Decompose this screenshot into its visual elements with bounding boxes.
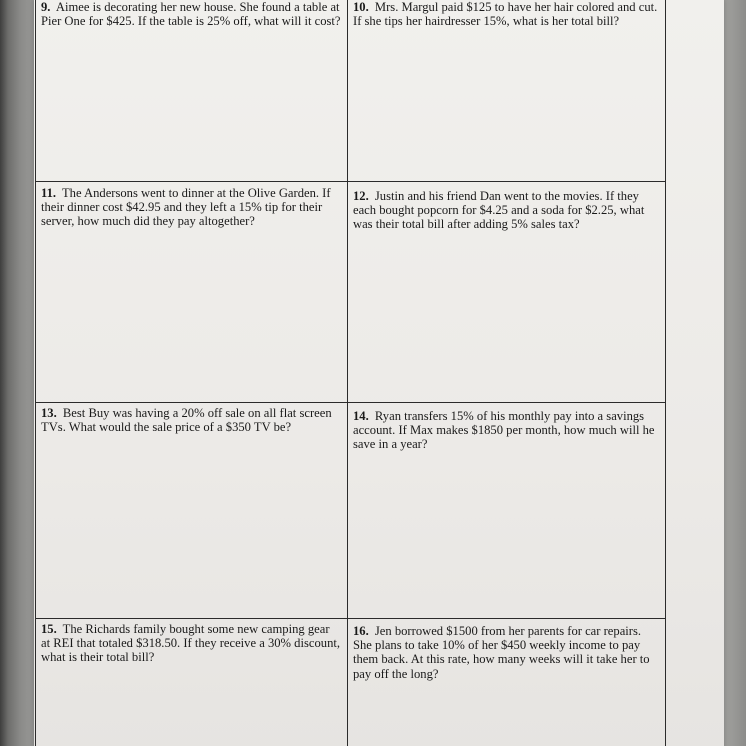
row-divider-1 (35, 181, 665, 182)
problem-text: Jen borrowed $1500 from her parents for car repairs. She plans to take 10% of her $450 weekly income to pay them back. At this rate, how many weeks will it take her to pay off the long? (353, 624, 650, 681)
problem-number: 10. (353, 0, 369, 14)
problem-number: 15. (41, 622, 57, 636)
problem-text: Best Buy was having a 20% off sale on all flat screen TVs. What would the sale price of a $350 TV be? (41, 406, 332, 435)
problem-14 (348, 407, 665, 618)
problem-11 (36, 184, 347, 402)
worksheet-page (34, 0, 724, 746)
problem-text: Justin and his friend Dan went to the movies. If they each bought popcorn for $4.25 and a soda for $2.25, what was their total bill after adding 5% sales tax? (353, 189, 645, 232)
problem-number: 11. (41, 186, 57, 200)
problem-10 (348, 0, 665, 181)
grid-right-border (665, 0, 666, 746)
problem-number: 9. (41, 0, 51, 14)
problem-number: 16. (353, 624, 369, 638)
problem-number: 14. (353, 409, 369, 423)
problem-12 (348, 187, 665, 402)
problem-16 (348, 622, 665, 744)
problem-number: 12. (353, 189, 369, 203)
problem-text: Ryan transfers 15% of his monthly pay into a savings account. If Max makes $1850 per month, how much will he save in a year? (353, 409, 655, 452)
problem-text: Aimee is decorating her new house. She found a table at Pier One for $425. If the table is 25% off, what will it cost? (41, 0, 341, 29)
problem-grid (34, 0, 668, 746)
problem-9 (36, 0, 347, 181)
problem-text: The Richards family bought some new camping gear at REI that totaled $318.50. If they receive a 30% discount, what is their total bill? (41, 622, 341, 665)
problem-text: The Andersons went to dinner at the Olive Garden. If their dinner cost $42.95 and they left a 15% tip for their server, how much did they pay altogether? (41, 186, 331, 229)
problem-15 (36, 620, 347, 744)
problem-text: Mrs. Margul paid $125 to have her hair colored and cut. If she tips her hairdresser 15%, what is her total bill? (353, 0, 658, 29)
problem-number: 13. (41, 406, 57, 420)
problem-13 (36, 404, 347, 618)
